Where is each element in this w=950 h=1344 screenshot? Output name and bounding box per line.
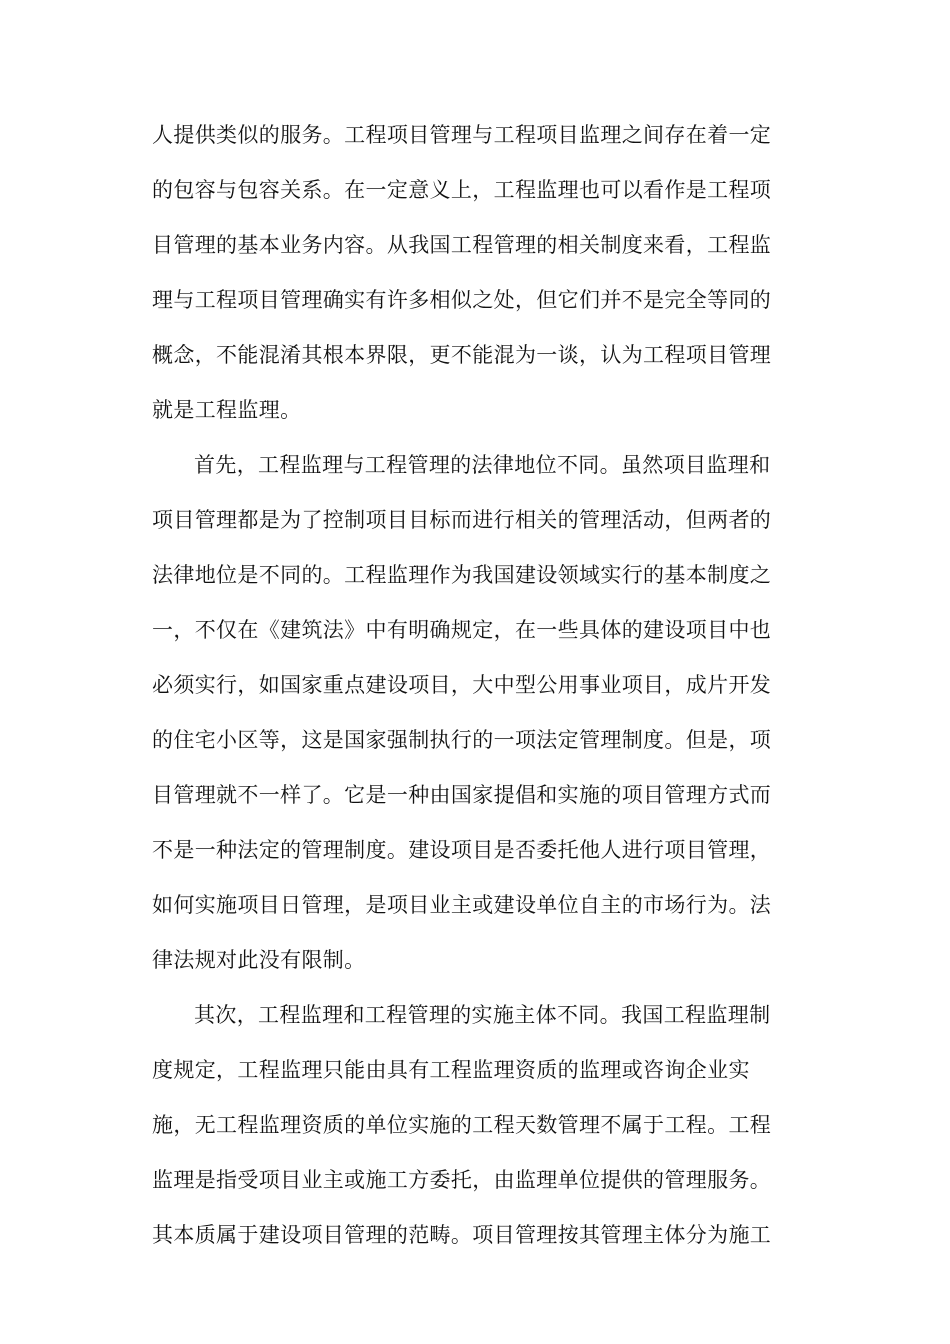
text-line: 项目管理都是为了控制项目目标而进行相关的管理活动，但两者的 [152, 508, 772, 532]
text-line: 监理是指受项目业主或施工方委托，由监理单位提供的管理服务。 [152, 1168, 772, 1192]
text-line: 律法规对此没有限制。 [152, 948, 366, 972]
text-line: 如何实施项目日管理，是项目业主或建设单位自主的市场行为。法 [152, 893, 772, 917]
text-line: 度规定，工程监理只能由具有工程监理资质的监理或咨询企业实 [152, 1058, 750, 1082]
text-line: 不是一种法定的管理制度。建设项目是否委托他人进行项目管理， [152, 838, 772, 862]
text-line: 一，不仅在《建筑法》中有明确规定，在一些具体的建设项目中也 [152, 618, 772, 642]
text-line: 首先，工程监理与工程管理的法律地位不同。虽然项目监理和 [194, 453, 771, 477]
text-line: 其本质属于建设项目管理的范畴。项目管理按其管理主体分为施工 [152, 1223, 772, 1247]
text-line: 施，无工程监理资质的单位实施的工程天数管理不属于工程。工程 [152, 1113, 772, 1137]
text-line: 理与工程项目管理确实有许多相似之处，但它们并不是完全等同的 [152, 288, 772, 312]
text-line: 其次，工程监理和工程管理的实施主体不同。我国工程监理制 [194, 1003, 771, 1027]
text-line: 概念，不能混淆其根本界限，更不能混为一谈，认为工程项目管理 [152, 343, 772, 367]
text-line: 人提供类似的服务。工程项目管理与工程项目监理之间存在着一定 [152, 123, 772, 147]
text-line: 就是工程监理。 [152, 398, 302, 422]
text-line: 的包容与包容关系。在一定意义上，工程监理也可以看作是工程项 [152, 178, 772, 202]
text-line: 法律地位是不同的。工程监理作为我国建设领域实行的基本制度之 [152, 563, 772, 587]
text-line: 必须实行，如国家重点建设项目，大中型公用事业项目，成片开发 [152, 673, 772, 697]
text-line: 目管理就不一样了。它是一种由国家提倡和实施的项目管理方式而 [152, 783, 772, 807]
text-line: 目管理的基本业务内容。从我国工程管理的相关制度来看，工程监 [152, 233, 772, 257]
text-line: 的住宅小区等，这是国家强制执行的一项法定管理制度。但是，项 [152, 728, 772, 752]
